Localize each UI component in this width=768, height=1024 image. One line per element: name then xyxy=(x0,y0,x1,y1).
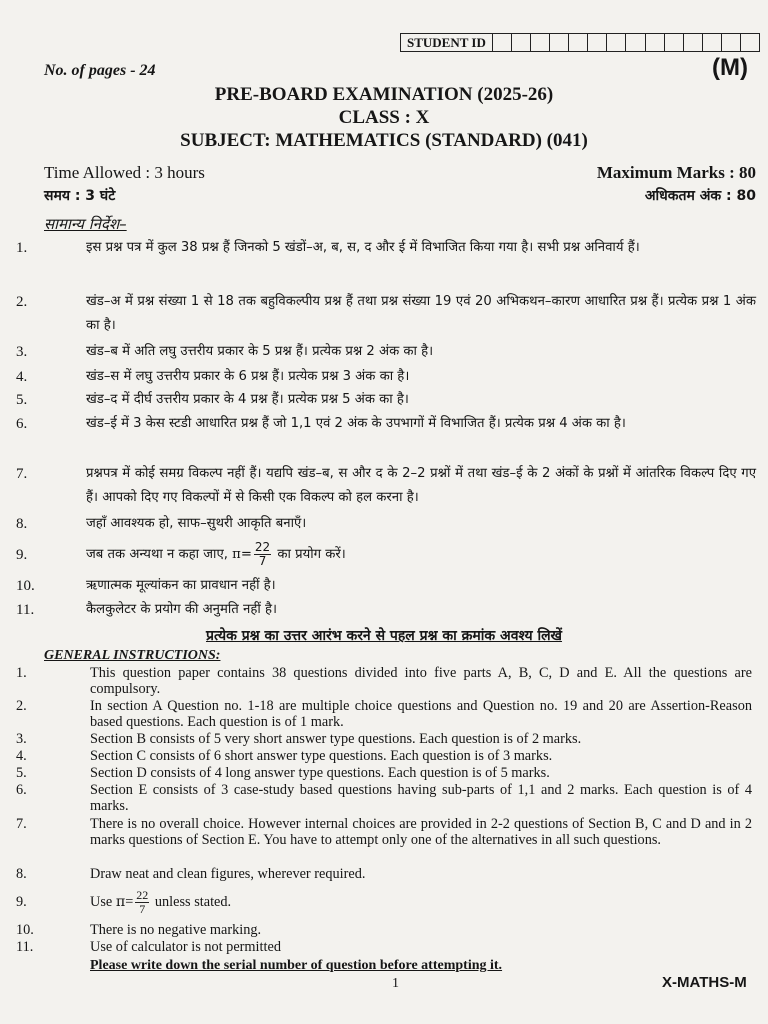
item-text: Use of calculator is not permitted xyxy=(90,939,281,955)
item-text xyxy=(86,538,756,572)
item-text-post: का प्रयोग करें। xyxy=(277,547,346,562)
item-text xyxy=(90,885,752,919)
item-number: 3. xyxy=(16,344,28,360)
equals-sign: = xyxy=(240,547,252,562)
item-number: 5. xyxy=(16,765,27,781)
page-count: No. of pages - 24 xyxy=(44,62,156,79)
student-id-cell xyxy=(550,34,569,51)
student-id-cell xyxy=(512,34,531,51)
item-number: 3. xyxy=(16,731,27,747)
exam-title: PRE-BOARD EXAMINATION (2025-26) xyxy=(214,84,554,105)
maximum-marks: Maximum Marks : 80 xyxy=(596,163,756,182)
item-text: Section D consists of 4 long answer type questions. Each question is of 5 marks. xyxy=(90,765,550,781)
item-number: 7. xyxy=(16,466,28,482)
item-number: 1. xyxy=(16,240,28,256)
student-id-cell xyxy=(646,34,665,51)
item-text: कैलकुलेटर के प्रयोग की अनुमति नहीं है। xyxy=(86,602,277,617)
serial-number-note: Please write down the serial number of question before attempting it. xyxy=(90,958,503,973)
item-number: 1. xyxy=(16,665,27,681)
item-number: 9. xyxy=(16,547,28,563)
general-instructions-heading: GENERAL INSTRUCTIONS: xyxy=(44,648,221,663)
item-text: खंड–स में लघु उत्तरीय प्रकार के 6 प्रश्न हैं। प्रत्येक प्रश्न 3 अंक का है। xyxy=(86,369,410,384)
student-id-box xyxy=(400,33,760,52)
item-number: 10. xyxy=(16,922,34,938)
item-text: Section C consists of 6 short answer type questions. Each question is of 3 marks. xyxy=(90,748,553,764)
item-number: 11. xyxy=(16,939,34,955)
item-text: This question paper contains 38 questions divided into five parts A, B, C, D and E. All the questions are compulsory. xyxy=(90,665,752,697)
student-id-cell xyxy=(722,34,741,51)
class-title: CLASS : X xyxy=(338,107,430,128)
student-id-cell xyxy=(569,34,588,51)
item-number: 8. xyxy=(16,866,27,882)
instruction-item xyxy=(16,885,756,919)
set-code: (M) xyxy=(712,54,748,81)
instruction-item xyxy=(16,782,756,814)
fraction-numerator: 22 xyxy=(254,539,271,554)
hindi-instructions-heading: सामान्य निर्देश– xyxy=(44,215,127,233)
student-id-cell xyxy=(588,34,607,51)
item-text: खंड–ई में 3 केस स्टडी आधारित प्रश्न हैं जो 1,1 एवं 2 अंक के उपभागों में विभाजित हैं। प्रत्येक प्रश्न 4 अंक का है। xyxy=(86,416,626,431)
student-id-cell xyxy=(741,34,759,51)
item-number: 10. xyxy=(16,578,35,594)
item-text: ऋणात्मक मूल्यांकन का प्रावधान नहीं है। xyxy=(86,578,276,593)
maximum-marks-hindi: अधिकतम अंक : 80 xyxy=(644,188,756,204)
item-number: 7. xyxy=(16,816,27,832)
item-text: Section E consists of 3 case-study based questions having sub-parts of 1,1 and 2 marks. Each question is of 4 marks. xyxy=(90,782,752,814)
item-text: खंड–द में दीर्घ उत्तरीय प्रकार के 4 प्रश्न हैं। प्रत्येक प्रश्न 5 अंक का है। xyxy=(86,392,409,407)
student-id-cell xyxy=(607,34,626,51)
fraction-denominator: 7 xyxy=(139,902,146,917)
item-text: Draw neat and clean figures, wherever required. xyxy=(90,866,366,882)
page-number: 1 xyxy=(392,976,399,991)
instruction-item xyxy=(16,816,756,864)
item-text: प्रश्नपत्र में कोई समग्र विकल्प नहीं हैं। यद्यपि खंड–ब, स और द के 2–2 प्रश्नों में तथा खंड–ई के 2 अंकों के प्रश्नों में आंतरिक विकल्प दिए गए हैं। आपको दिए गए विकल्पों में से किसी एक विकल्प को हल करना है। xyxy=(86,466,756,505)
item-number: 6. xyxy=(16,416,28,432)
hindi-instruction-item xyxy=(16,412,760,460)
instruction-item xyxy=(16,665,756,697)
hindi-instruction-item xyxy=(16,538,760,572)
student-id-cell xyxy=(531,34,550,51)
equals-sign: = xyxy=(125,894,134,910)
item-text-pre: Use xyxy=(90,894,113,910)
time-allowed-hindi: समय : 3 घंटे xyxy=(44,188,116,204)
item-number: 2. xyxy=(16,294,28,310)
item-text: खंड–ब में अति लघु उत्तरीय प्रकार के 5 प्रश्न हैं। प्रत्येक प्रश्न 2 अंक का है। xyxy=(86,344,434,359)
paper-code: X-MATHS-M xyxy=(662,974,747,991)
student-id-label: STUDENT ID xyxy=(401,34,493,51)
hindi-instruction-item xyxy=(16,290,760,338)
item-number: 4. xyxy=(16,369,28,385)
student-id-cell xyxy=(703,34,722,51)
pi-symbol: π xyxy=(232,547,241,562)
hindi-instruction-item xyxy=(16,236,760,284)
item-number: 6. xyxy=(16,782,27,798)
hindi-serial-number-note: प्रत्येक प्रश्न का उत्तर आरंभ करने से पहल प्रश्न का क्रमांक अवश्य लिखें xyxy=(205,628,563,644)
student-id-cell xyxy=(493,34,512,51)
student-id-cell xyxy=(665,34,684,51)
item-text: Section B consists of 5 very short answer type questions. Each question is of 2 marks. xyxy=(90,731,582,747)
item-number: 8. xyxy=(16,516,28,532)
item-text: इस प्रश्न पत्र में कुल 38 प्रश्न हैं जिनको 5 खंडों–अ, ब, स, द और ई में विभाजित किया गया है। सभी प्रश्न अनिवार्य हैं। xyxy=(86,240,640,255)
hindi-instruction-item xyxy=(16,462,760,510)
fraction-numerator: 22 xyxy=(136,888,149,903)
item-number: 5. xyxy=(16,392,28,408)
student-id-cell xyxy=(626,34,645,51)
item-text: In section A Question no. 1-18 are multiple choice questions and Question no. 19 and 20 are Assertion-Reason based questions. Each question is of 1 mark. xyxy=(90,698,752,730)
pi-fraction xyxy=(135,889,149,916)
student-id-cell xyxy=(684,34,703,51)
item-text-post: unless stated. xyxy=(154,894,232,910)
instruction-item xyxy=(16,698,756,730)
time-allowed: Time Allowed : 3 hours xyxy=(44,163,205,182)
subject-title: SUBJECT: MATHEMATICS (STANDARD) (041) xyxy=(180,130,588,151)
pi-symbol: π xyxy=(115,894,126,910)
item-number: 2. xyxy=(16,698,27,714)
item-number: 9. xyxy=(16,894,27,910)
item-text: There is no negative marking. xyxy=(90,922,262,938)
fraction-denominator: 7 xyxy=(258,553,267,568)
item-text: खंड–अ में प्रश्न संख्या 1 से 18 तक बहुविकल्पीय प्रश्न हैं तथा प्रश्न संख्या 19 एवं 20 अभिकथन–कारण आधारित प्रश्न हैं। प्रत्येक प्रश्न 1 अंक का है। xyxy=(86,294,756,333)
pi-fraction xyxy=(254,541,271,568)
item-number: 11. xyxy=(16,602,35,618)
item-number: 4. xyxy=(16,748,27,764)
item-text-pre: जब तक अन्यथा न कहा जाए, xyxy=(86,547,228,562)
item-text: जहाँ आवश्यक हो, साफ–सुथरी आकृति बनाएँ। xyxy=(86,516,307,531)
item-text: There is no overall choice. However internal choices are provided in 2-2 questions of Section B, C and D and in 2 marks questions of Section E. You have to attempt only one of the alternatives in all such questions. xyxy=(90,816,752,848)
